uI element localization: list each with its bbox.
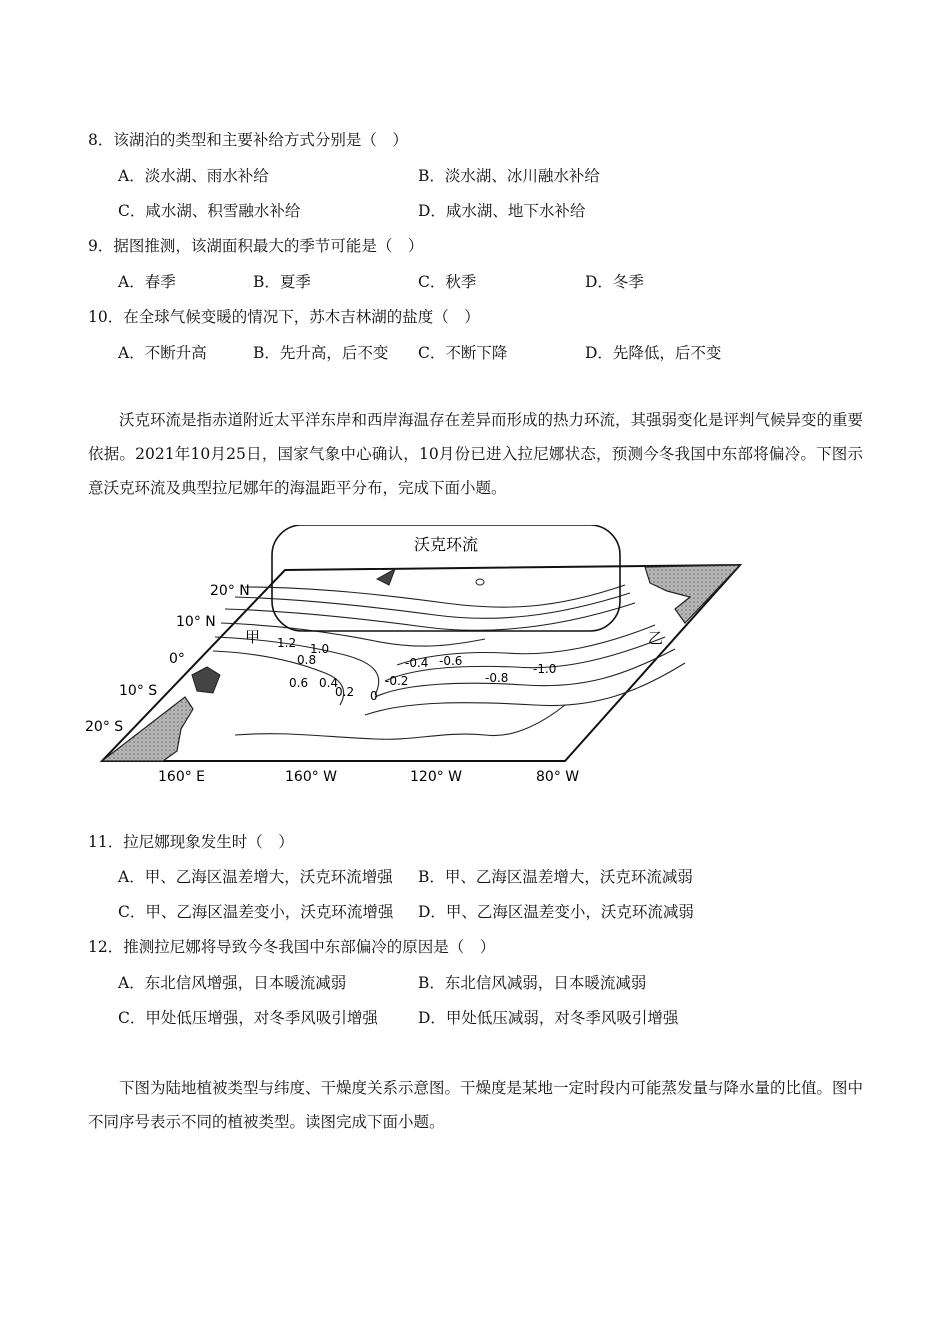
lon-label-80w: 80° W	[536, 769, 580, 785]
contour-label-0-4: 0.4	[319, 676, 339, 690]
q10-option-d: D．先降低，后不变	[585, 344, 722, 362]
contour-label-neg-0-6: -0.6	[439, 654, 463, 668]
q10-option-a: A．不断升高	[118, 344, 207, 362]
point-jia: 甲	[245, 628, 261, 646]
q12-option-d: D．甲处低压减弱，对冬季风吸引增强	[418, 1009, 679, 1027]
q11-stem: 11．拉尼娜现象发生时（ ）	[88, 833, 294, 851]
q11-option-b: B．甲、乙海区温差增大，沃克环流减弱	[418, 868, 693, 886]
q11-option-a: A．甲、乙海区温差增大，沃克环流增强	[118, 868, 393, 886]
lat-label-0: 0°	[169, 651, 185, 667]
q11-option-c: C．甲、乙海区温差变小，沃克环流增强	[118, 903, 394, 921]
q11-option-d: D．甲、乙海区温差变小，沃克环流减弱	[418, 903, 694, 921]
contour-label-neg-0-2: -0.2	[385, 674, 409, 688]
lon-label-120w: 120° W	[410, 769, 463, 785]
q10-option-b: B．先升高，后不变	[253, 344, 389, 362]
lon-label-160e: 160° E	[158, 769, 206, 785]
lat-label-20s: 20° S	[85, 719, 124, 735]
lon-label-160w: 160° W	[285, 769, 338, 785]
q10-stem: 10．在全球气候变暖的情况下，苏木吉林湖的盐度（ ）	[88, 308, 480, 326]
q9-option-d: D．冬季	[585, 273, 644, 291]
walker-passage: 沃克环流是指赤道附近太平洋东岸和西岸海温存在差异而形成的热力环流，其强弱变化是评判气候异变的重要依据。2021年10月25日，国家气象中心确认，10月份已进入拉尼娜状态，预测今冬我国中东部将偏冷。下图示意沃克环流及典型拉尼娜年的海温距平分布，完成下面小题。	[88, 411, 864, 497]
contour-label-neg-0-8: -0.8	[485, 671, 509, 685]
q9-option-a: A．春季	[118, 273, 176, 291]
q8-option-b: B．淡水湖、冰川融水补给	[418, 167, 600, 185]
contour-label-0-8: 0.8	[297, 653, 317, 667]
walker-circulation-map	[85, 525, 755, 790]
q12-stem: 12．推测拉尼娜将导致今冬我国中东部偏冷的原因是（ ）	[88, 938, 496, 956]
walker-circulation-label: 沃克环流	[413, 535, 479, 554]
americas-land	[645, 565, 740, 623]
q8-option-d: D．咸水湖、地下水补给	[418, 202, 586, 220]
contour-label-0-2: 0.2	[335, 685, 355, 699]
q12-option-b: B．东北信风减弱，日本暖流减弱	[418, 974, 647, 992]
q8-stem: 8．该湖泊的类型和主要补给方式分别是（ ）	[88, 131, 408, 149]
q10-option-c: C．不断下降	[418, 344, 508, 362]
q9-stem: 9．据图推测，该湖面积最大的季节可能是（ ）	[88, 237, 424, 255]
island-land	[192, 667, 220, 693]
point-yi: 乙	[648, 629, 664, 647]
vegetation-passage: 下图为陆地植被类型与纬度、干燥度关系示意图。干燥度是某地一定时段内可能蒸发量与降水量的比值。图中不同序号表示不同的植被类型。读图完成下面小题。	[88, 1079, 864, 1131]
contour-label-neg-1-0: -1.0	[533, 662, 557, 676]
q12-option-c: C．甲处低压增强，对冬季风吸引增强	[118, 1009, 378, 1027]
lat-label-10s: 10° S	[119, 683, 158, 699]
q8-option-c: C．咸水湖、积雪融水补给	[118, 202, 301, 220]
contour-label-0-6: 0.6	[289, 676, 309, 690]
contour-label-1-0: 1.0	[310, 642, 330, 656]
hawaii-land	[377, 569, 395, 585]
contour-label-neg-0-4: -0.4	[405, 656, 429, 670]
q9-option-b: B．夏季	[253, 273, 311, 291]
small-island	[476, 579, 484, 585]
lat-label-10n: 10° N	[176, 614, 216, 630]
contour-label-0: 0	[370, 689, 378, 703]
contour-label-1-2: 1.2	[277, 636, 297, 650]
q12-option-a: A．东北信风增强，日本暖流减弱	[118, 974, 347, 992]
lat-label-20n: 20° N	[210, 583, 250, 599]
q9-option-c: C．秋季	[418, 273, 477, 291]
q8-option-a: A．淡水湖、雨水补给	[118, 167, 269, 185]
